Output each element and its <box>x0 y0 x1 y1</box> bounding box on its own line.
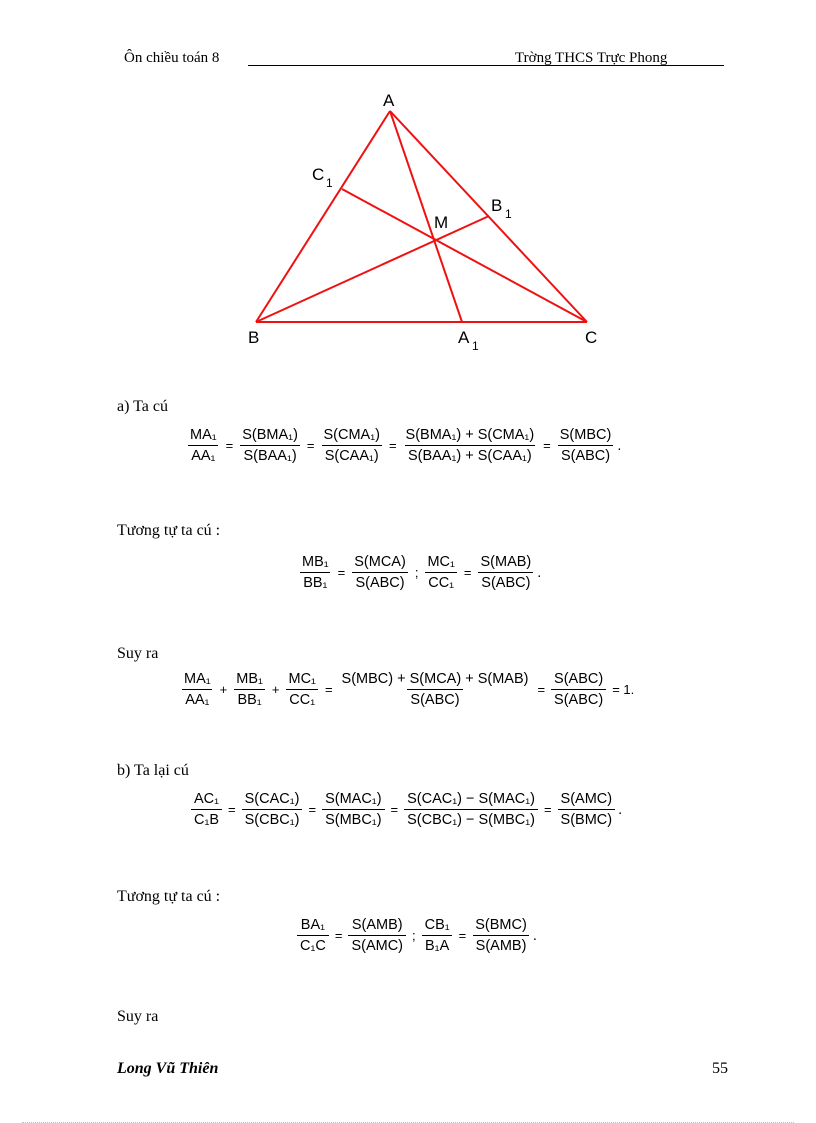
fraction: $\frac{\text{S(MAC₁)}}{\text{S(MBC₁)}}$ <box>322 791 384 828</box>
cevian-bb1 <box>256 216 489 322</box>
label-b1-sub: 1 <box>505 207 512 221</box>
fraction: $\frac{\text{MB₁}}{\text{BB₁}}$ <box>302 554 329 591</box>
part-b-suy-ra: Suy ra <box>117 1008 159 1025</box>
footer-author: Long Vũ Thiên <box>117 1060 219 1077</box>
fraction: $\frac{\text{MC₁}}{\text{CC₁}}$ <box>424 554 457 591</box>
header-left: Ôn chiều toán 8 <box>124 50 220 66</box>
page-number: 55 <box>712 1060 728 1077</box>
equation-b2: $\frac{\text{BA₁}}{\text{C₁C}}$ = $\frac{\text{S(AMB)}}{\text{S(AMC)}}$ ; $\frac{\text{CB₁}}{\text{B₁A}}$ = $\frac{\text{S(BMC)}}{\text{S(AMB)}}$ . <box>294 917 537 954</box>
label-c1-sub: 1 <box>326 176 333 190</box>
equation-a3: $\frac{\text{MA₁}}{\text{AA₁}}$ + $\frac{\text{MB₁}}{\text{BB₁}}$ + $\frac{\text{MC₁}}{\text{CC₁}}$ = $\frac{\text{S(MBC) + S(MCA) + S(MAB)}}{\text{S(ABC)}}$ = $\frac{\text{S(ABC)}}{\text{S(ABC)}}$ = 1. <box>178 671 637 708</box>
fraction: $\frac{\text{S(AMC)}}{\text{S(BMC)}}$ <box>558 791 616 828</box>
part-a-intro: a) Ta cú <box>117 398 168 415</box>
label-m: M <box>434 213 449 232</box>
label-a1-sub: 1 <box>472 339 479 353</box>
label-b: B <box>248 328 260 347</box>
label-b1: B <box>491 196 503 215</box>
fraction: $\frac{\text{S(ABC)}}{\text{S(ABC)}}$ <box>551 671 606 708</box>
part-b-similar: Tương tự ta cú : <box>117 888 221 905</box>
header-right: Trờng THCS Trực Phong <box>515 50 668 66</box>
label-a1: A <box>458 328 470 347</box>
fraction: $\frac{\text{MC₁}}{\text{CC₁}}$ <box>286 671 319 708</box>
fraction: $\frac{\text{MA₁}}{\text{AA₁}}$ <box>190 427 217 464</box>
fraction: $\frac{\text{S(CMA₁)}}{\text{S(CAA₁)}}$ <box>323 427 380 464</box>
equation-a2: $\frac{\text{MB₁}}{\text{BB₁}}$ = $\frac{\text{S(MCA)}}{\text{S(ABC)}}$ ; $\frac{\text{MC₁}}{\text{CC₁}}$ = $\frac{\text{S(MAB)}}{\text{S(ABC)}}$ . <box>296 554 541 591</box>
cevian-aa1 <box>390 111 462 322</box>
fraction: $\frac{\text{CB₁}}{\text{B₁A}}$ <box>422 917 453 954</box>
label-c: C <box>585 328 598 347</box>
equation-b1: $\frac{\text{AC₁}}{\text{C₁B}}$ = $\frac{\text{S(CAC₁)}}{\text{S(CBC₁)}}$ = $\frac{\text{S(MAC₁)}}{\text{S(MBC₁)}}$ = $\frac{\text{S(CAC₁) − S(MAC₁)}}{\text{S(CBC₁) − S(MBC₁)}}$ = $\frac{\text{S(AMC)}}{\text{S(BMC)}}$ . <box>188 791 622 828</box>
fraction: $\frac{\text{S(BMA₁) + S(CMA₁)}}{\text{S(BAA₁) + S(CAA₁)}}$ <box>405 427 535 464</box>
fraction: $\frac{\text{MA₁}}{\text{AA₁}}$ <box>184 671 211 708</box>
fraction: $\frac{\text{S(AMB)}}{\text{S(AMC)}}$ <box>348 917 406 954</box>
fraction: $\frac{\text{BA₁}}{\text{C₁C}}$ <box>297 917 329 954</box>
fraction: $\frac{\text{MB₁}}{\text{BB₁}}$ <box>236 671 263 708</box>
fraction: $\frac{\text{S(BMC)}}{\text{S(AMB)}}$ <box>472 917 530 954</box>
part-a-suy-ra: Suy ra <box>117 645 159 662</box>
label-a: A <box>383 91 395 110</box>
label-c1: C <box>312 165 325 184</box>
equation-a1: $\frac{\text{MA₁}}{\text{AA₁}}$ = $\frac{\text{S(BMA₁)}}{\text{S(BAA₁)}}$ = $\frac{\text{S(CMA₁)}}{\text{S(CAA₁)}}$ = $\frac{\text{S(BMA₁) + S(CMA₁)}}{\text{S(BAA₁) + S(CAA₁)}}$ = $\frac{\text{S(MBC)}}{\text{S(ABC)}}$ . <box>184 427 621 464</box>
fraction: $\frac{\text{S(MAB)}}{\text{S(ABC)}}$ <box>477 554 534 591</box>
fraction: $\frac{\text{S(MBC) + S(MCA) + S(MAB)}}{\text{S(ABC)}}$ <box>341 671 529 708</box>
fraction: $\frac{\text{S(BMA₁)}}{\text{S(BAA₁)}}$ <box>242 427 298 464</box>
fraction: $\frac{\text{S(CAC₁) − S(MAC₁)}}{\text{S(CBC₁) − S(MBC₁)}}$ <box>404 791 538 828</box>
side-ab <box>256 111 390 322</box>
fraction: $\frac{\text{S(CAC₁)}}{\text{S(CBC₁)}}$ <box>242 791 303 828</box>
cevian-cc1 <box>342 189 587 322</box>
triangle-figure <box>0 0 816 380</box>
fraction: $\frac{\text{S(MBC)}}{\text{S(ABC)}}$ <box>559 427 612 464</box>
fraction: $\frac{\text{S(MCA)}}{\text{S(ABC)}}$ <box>354 554 406 591</box>
part-a-similar: Tương tự ta cú : <box>117 522 221 539</box>
part-b-intro: b) Ta lại cú <box>117 762 189 779</box>
fraction: $\frac{\text{AC₁}}{\text{C₁B}}$ <box>191 791 222 828</box>
